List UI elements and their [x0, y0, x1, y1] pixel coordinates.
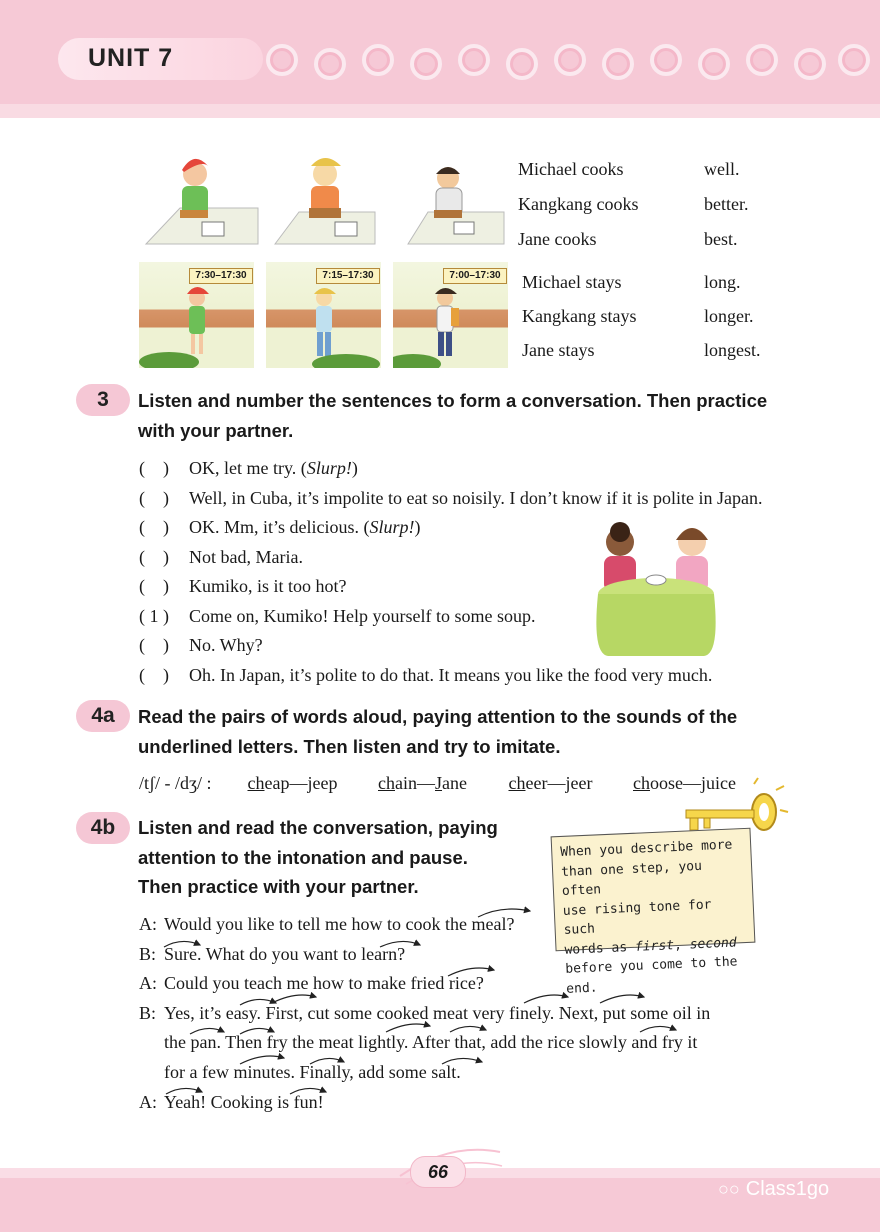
boy-cooking-figure: [275, 158, 375, 244]
stay-adverb: longer.: [704, 306, 754, 326]
list-item: ( ) Well, in Cuba, it’s impolite to eat so noisily. I don’t know if it is polite in Japan.: [139, 488, 763, 508]
girls-eating-illustration: [586, 514, 726, 660]
dialogue-line: B: Sure. What do you want to learn?: [139, 944, 406, 964]
cook-subject: Kangkang cooks: [518, 194, 639, 214]
dialogue-line: for a few minutes. Finally, add some salt.: [164, 1062, 461, 1082]
stay-subject: Jane stays: [522, 340, 595, 360]
phonetic-pairs: [139, 773, 736, 794]
tip-line: than one step, you often: [560, 858, 703, 899]
tip-line: words as first, second: [564, 934, 737, 958]
stay-scene-2: [266, 262, 381, 368]
tip-line: use rising tone for such: [562, 896, 712, 938]
unit-title: UNIT 7: [88, 44, 174, 72]
dialogue-line: A: Could you teach me how to make fried rice?: [139, 973, 484, 993]
watermark: [718, 1178, 829, 1201]
cook-adverb: better.: [704, 194, 749, 214]
time-label: 7:00–17:30: [443, 268, 507, 284]
list-item: ( ) OK, let me try. (Slurp!): [139, 458, 358, 478]
dialogue-line: the pan. Then fry the meat lightly. After that, add the rice slowly and fry it: [164, 1032, 698, 1052]
section-3-badge: 3: [76, 384, 130, 416]
dialogue-line: A: Yeah! Cooking is fun!: [139, 1092, 324, 1112]
list-item: ( ) Oh. In Japan, it’s polite to do that. It means you like the food very much.: [139, 665, 713, 685]
word-pair: choose—juice: [633, 773, 736, 793]
section-4b-instruction: [138, 813, 498, 902]
instruction-line: Listen and read the conversation, paying: [138, 817, 498, 838]
stay-adverb: long.: [704, 272, 741, 292]
dialogue-line: B: Yes, it’s easy. First, cut some cooked meat very finely. Next, put some oil in: [139, 1003, 711, 1023]
tip-line: before you come to the end.: [565, 954, 738, 997]
cooking-illustration: [140, 152, 510, 252]
list-item: ( ) Not bad, Maria.: [139, 547, 303, 567]
header-band: [0, 104, 880, 118]
dialogue-line: A: Would you like to tell me how to cook the meal?: [139, 914, 515, 934]
watermark-text: Class1go: [745, 1178, 830, 1200]
cook-adverb: well.: [704, 159, 740, 179]
section-3-instruction: [138, 386, 767, 445]
list-item: ( ) OK. Mm, it’s delicious. (Slurp!): [139, 517, 421, 537]
instruction-line: Then practice with your partner.: [138, 876, 419, 897]
page-header: [0, 0, 880, 118]
stay-subject: Michael stays: [522, 272, 622, 292]
cook-adverb: best.: [704, 229, 738, 249]
instruction-line: Read the pairs of words aloud, paying attention to the sounds of the: [138, 706, 738, 727]
list-item: ( ) Kumiko, is it too hot?: [139, 576, 347, 596]
instruction-line: Listen and number the sentences to form a conversation. Then practice: [138, 390, 768, 411]
section-4b-badge: 4b: [76, 812, 130, 844]
tip-box: [551, 828, 756, 997]
stay-adverb: longest.: [704, 340, 761, 360]
girl-cooking-figure: [146, 159, 258, 244]
tip-line: When you describe more: [559, 837, 733, 861]
section-4a-instruction: [138, 702, 737, 761]
instruction-line: attention to the intonation and pause.: [138, 846, 468, 868]
instruction-line: with your partner.: [138, 419, 294, 441]
page-number: 66: [410, 1156, 466, 1188]
word-pair: chain—Jane: [378, 773, 467, 793]
time-label: 7:30–17:30: [189, 268, 253, 284]
time-label: 7:15–17:30: [316, 268, 380, 284]
answer-blank[interactable]: 1: [149, 606, 159, 626]
kangkang-cooking-figure: [408, 167, 504, 244]
cook-subject: Jane cooks: [518, 229, 597, 249]
cook-subject: Michael cooks: [518, 159, 624, 179]
stay-scene-3: [393, 262, 508, 368]
stay-scene-1: [139, 262, 254, 368]
word-pair: cheap—jeep: [247, 773, 338, 793]
phonetic-symbols: /tʃ/ - /dʒ/ :: [139, 773, 212, 793]
list-item: ( ) No. Why?: [139, 635, 263, 655]
list-item: ( 1 ) Come on, Kumiko! Help yourself to some soup.: [139, 606, 536, 626]
wechat-icon: ○○: [718, 1179, 740, 1199]
stay-subject: Kangkang stays: [522, 306, 637, 326]
word-pair: cheer—jeer: [508, 773, 593, 793]
instruction-line: underlined letters. Then listen and try to imitate.: [138, 735, 561, 757]
section-4a-badge: 4a: [76, 700, 130, 732]
